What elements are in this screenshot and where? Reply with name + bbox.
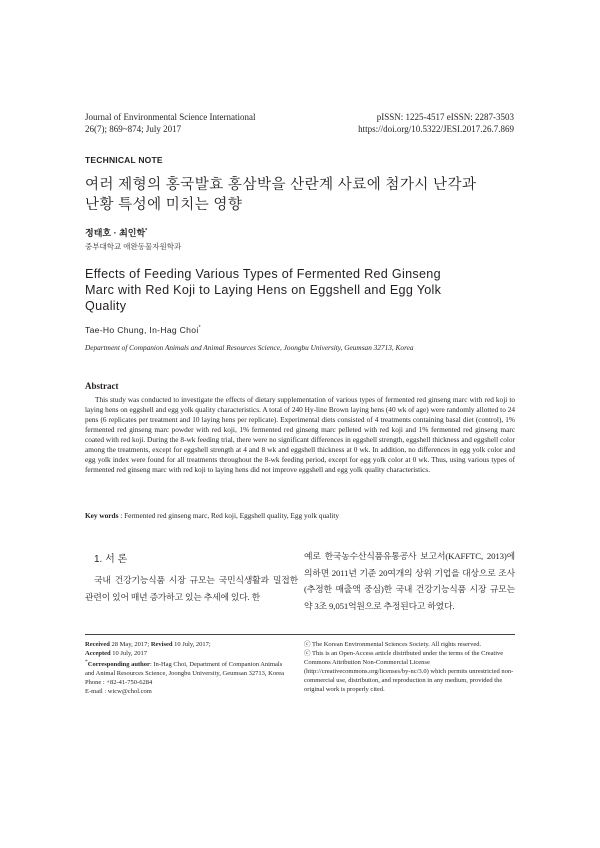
phone: Phone : +82-41-750-6284: [85, 679, 153, 687]
korean-author-names: 정태호 · 최인학: [85, 228, 146, 238]
journal-header-right: [358, 112, 514, 135]
journal-header-left: [85, 112, 255, 135]
english-title-line-1: Effects of Feeding Various Types of Fermented Red Ginseng: [85, 267, 441, 281]
received-label: Received: [85, 641, 110, 648]
english-title: [85, 266, 525, 314]
corresponding-details: : In-Hag Choi, Department of Companion Animals and Animal Resources Science, Joongbu University, Geumsan 32713, Korea: [85, 661, 285, 678]
article-type: TECHNICAL NOTE: [85, 155, 163, 165]
korean-authors: [85, 226, 147, 239]
english-affiliation: Department of Companion Animals and Animal Resources Science, Joongbu University, Geumsan 32713, Korea: [85, 343, 414, 352]
korean-title: [85, 175, 525, 215]
corresponding-mark: *: [85, 659, 88, 665]
revised-label: Revised: [150, 641, 173, 648]
abstract-heading: Abstract: [85, 381, 119, 391]
footnote-divider: [85, 634, 515, 635]
received-date: 28 May, 2017;: [109, 641, 151, 648]
keywords-label: Key words: [85, 511, 119, 520]
korean-title-line-2: 난황 특성에 미치는 영향: [85, 197, 243, 213]
journal-citation: 26(7); 869~874; July 2017: [85, 123, 182, 134]
accepted-label: Accepted: [85, 650, 111, 657]
abstract-body: This study was conducted to investigate the effects of dietary supplementation of various types of fermented red ginseng marc with red koji to laying hens on eggshell and egg yolk quality characteristics. A total of 240 Hy-line Brown laying hens (40 wk of age) were randomly allotted to 24 pens (6 replicates per treatment and 10 laying hens per replicate). Experimental diets consisted of 4 treatments containing basal diet (control), 1% fermented red ginseng marc powder with red koji, 1% fermented red ginseng marc pelleted with red koji and 1% fermented red ginseng marc coated with red koji. During the 8-wk feeding trial, there were no significant differences in eggshell strength, eggshell thickness and eggshell color among the treatments, except for eggshell strength at 4 and 8 wk and eggshell thickness at 0 wk. In addition, no differences in egg yolk color and egg yolk index were found for all treatments throughout the 8-wk feeding period, except for egg yolk color at 0 wk. Thus, using various types of fermented red ginseng marc with red koji to laying hens did not improve eggshell and egg yolk quality characteristics.: [85, 395, 515, 474]
accepted-date: 10 July, 2017: [110, 650, 148, 657]
license-notice: ⓒ This is an Open-Access article distributed under the terms of the Creative Commons Attribution Non-Commercial License (http://creativecommons.org/licenses/by-nc/3.0) which permits unrestricted non-commercial use, distribution, and reproduction in any medium, provided the original work is properly cited.: [304, 650, 514, 693]
doi-link[interactable]: https://doi.org/10.5322/JESI.2017.26.7.869: [358, 123, 514, 134]
accepted-line: [85, 649, 290, 658]
english-author-names: Tae-Ho Chung, In-Hag Choi: [85, 325, 199, 335]
section-heading-introduction: 1. 서 론: [94, 554, 128, 565]
korean-author-mark: *: [145, 228, 148, 234]
footnote-right: [304, 640, 516, 694]
korean-title-line-1: 여러 제형의 홍국발효 홍삼박을 산란계 사료에 첨가시 난각과: [85, 177, 477, 193]
intro-left-column: 국내 건강기능식품 시장 규모는 국민식생활과 밀접한 관련이 있어 매년 증가하고 있는 추세에 있다. 한: [85, 575, 298, 602]
korean-affiliation: 중부대학교 애완동물자원학과: [85, 242, 182, 251]
issn: pISSN: 1225-4517 eISSN: 2287-3503: [376, 112, 514, 122]
email[interactable]: E-mail : wicw@chol.com: [85, 688, 152, 696]
keywords-text: : Fermented red ginseng marc, Red koji, Eggshell quality, Egg yolk quality: [118, 511, 340, 520]
received-line: [85, 640, 290, 649]
corresponding-author: [85, 658, 290, 678]
journal-name: Journal of Environmental Science International: [85, 112, 256, 122]
english-title-line-2: Marc with Red Koji to Laying Hens on Eggshell and Egg Yolk: [85, 283, 442, 297]
copyright-notice: ⓒ The Korean Environmental Sciences Society. All rights reserved.: [304, 641, 482, 648]
footnote-left: [85, 640, 290, 696]
intro-right-column: 예로 한국농수산식품유통공사 보고서(KAFFTC, 2013)에 의하면 2011년 기준 20여개의 상위 기업을 대상으로 조사(추정한 매출액 중심)한 국내 건강기능식품 시장 규모는 약 3조 9,051억원으로 추정된다고 하였다.: [304, 551, 515, 611]
english-authors: [85, 325, 201, 335]
keywords: [85, 511, 515, 520]
english-author-mark: *: [198, 325, 201, 332]
english-title-line-3: Quality: [85, 299, 127, 313]
revised-date: 10 July, 2017;: [172, 641, 211, 648]
corresponding-label: Corresponding author: [87, 661, 150, 669]
